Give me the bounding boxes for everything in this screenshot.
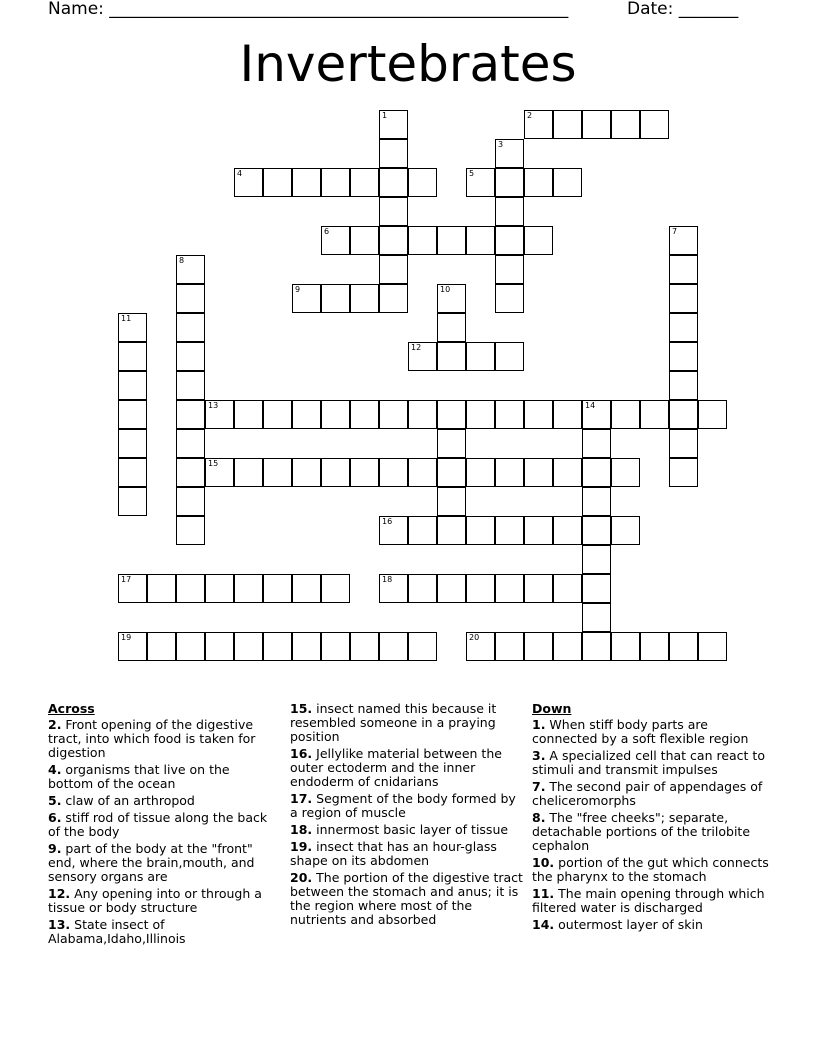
clue-item: [532, 749, 772, 777]
clue-item: [48, 918, 274, 946]
crossword-cell[interactable]: [118, 371, 147, 400]
clue-item-number: 6.: [48, 810, 62, 825]
crossword-cell[interactable]: [176, 371, 205, 400]
crossword-cell[interactable]: [118, 632, 147, 661]
clue-item: [48, 842, 274, 884]
crossword-cell[interactable]: [640, 110, 669, 139]
clue-item: [532, 856, 772, 884]
clue-item: [290, 747, 526, 789]
crossword-cell[interactable]: [611, 400, 640, 429]
crossword-cell[interactable]: [495, 342, 524, 371]
crossword-cell[interactable]: [176, 458, 205, 487]
crossword-cell[interactable]: [263, 458, 292, 487]
crossword-cell[interactable]: [321, 632, 350, 661]
crossword-cell[interactable]: [466, 632, 495, 661]
crossword-cell[interactable]: [176, 632, 205, 661]
crossword-cell[interactable]: [408, 168, 437, 197]
clue-item: [290, 702, 526, 744]
crossword-cell[interactable]: [553, 458, 582, 487]
crossword-cell[interactable]: [321, 400, 350, 429]
crossword-cell[interactable]: [263, 168, 292, 197]
crossword-cell[interactable]: [350, 168, 379, 197]
clue-item-number: 10.: [532, 855, 555, 870]
clue-number: 8: [179, 256, 185, 265]
crossword-cell[interactable]: [292, 284, 321, 313]
crossword-cell[interactable]: [669, 632, 698, 661]
crossword-cell[interactable]: [495, 400, 524, 429]
crossword-cell[interactable]: [582, 487, 611, 516]
crossword-cell[interactable]: [321, 458, 350, 487]
clue-item-text: stiff rod of tissue along the back of the body: [48, 810, 268, 839]
clue-number: 13: [208, 401, 219, 410]
crossword-cell[interactable]: [582, 429, 611, 458]
crossword-cell[interactable]: [234, 458, 263, 487]
across-heading: Across: [48, 701, 95, 716]
crossword-cell[interactable]: [118, 342, 147, 371]
clue-item-text: claw of an arthropod: [61, 793, 195, 808]
crossword-cell[interactable]: [553, 110, 582, 139]
clue-item: [48, 718, 274, 760]
down-heading: Down: [532, 701, 572, 716]
clue-number: 9: [295, 285, 301, 294]
crossword-cell[interactable]: [205, 458, 234, 487]
crossword-cell[interactable]: [408, 574, 437, 603]
crossword-cell[interactable]: [495, 458, 524, 487]
crossword-cell[interactable]: [611, 110, 640, 139]
clue-item: [532, 887, 772, 915]
clue-item-number: 8.: [532, 810, 546, 825]
crossword-cell[interactable]: [553, 516, 582, 545]
clue-item-number: 17.: [290, 791, 313, 806]
crossword-cell[interactable]: [292, 458, 321, 487]
crossword-cell[interactable]: [466, 342, 495, 371]
clue-number: 11: [121, 314, 132, 323]
crossword-cell[interactable]: [495, 139, 524, 168]
clue-item-number: 18.: [290, 822, 313, 837]
crossword-cell[interactable]: [524, 632, 553, 661]
crossword-cell[interactable]: [350, 284, 379, 313]
crossword-cell[interactable]: [495, 284, 524, 313]
clue-item: [532, 918, 772, 932]
across-clues-column-2: [290, 702, 526, 930]
clue-item-number: 5.: [48, 793, 62, 808]
clue-item: [532, 811, 772, 853]
page-title: Invertebrates: [239, 35, 577, 93]
clue-number: 20: [469, 633, 480, 642]
crossword-cell[interactable]: [379, 574, 408, 603]
clue-item-text: insect that has an hour-glass shape on its abdomen: [290, 839, 497, 868]
crossword-cell[interactable]: [408, 342, 437, 371]
crossword-cell[interactable]: [495, 226, 524, 255]
crossword-cell[interactable]: [611, 516, 640, 545]
clue-number: 16: [382, 517, 393, 526]
crossword-cell[interactable]: [350, 632, 379, 661]
clue-item-number: 19.: [290, 839, 313, 854]
clue-item-text: Any opening into or through a tissue or body structure: [48, 886, 262, 915]
crossword-cell[interactable]: [379, 168, 408, 197]
crossword-cell[interactable]: [205, 632, 234, 661]
crossword-cell[interactable]: [524, 168, 553, 197]
crossword-cell[interactable]: [379, 139, 408, 168]
crossword-cell[interactable]: [379, 110, 408, 139]
crossword-cell[interactable]: [408, 226, 437, 255]
down-clues-column: [532, 702, 772, 935]
crossword-cell[interactable]: [408, 632, 437, 661]
crossword-cell[interactable]: [118, 487, 147, 516]
crossword-cell[interactable]: [611, 632, 640, 661]
clue-item-text: insect named this because it resembled someone in a praying position: [290, 701, 497, 744]
crossword-cell[interactable]: [234, 168, 263, 197]
clue-number: 12: [411, 343, 422, 352]
crossword-cell[interactable]: [147, 574, 176, 603]
crossword-cell[interactable]: [292, 400, 321, 429]
clue-item-number: 20.: [290, 870, 313, 885]
crossword-cell[interactable]: [495, 516, 524, 545]
crossword-cell[interactable]: [640, 632, 669, 661]
clue-item-text: The main opening through which filtered water is discharged: [532, 886, 765, 915]
crossword-cell[interactable]: [176, 284, 205, 313]
crossword-cell[interactable]: [466, 400, 495, 429]
clue-item-number: 14.: [532, 917, 555, 932]
clue-number: 10: [440, 285, 451, 294]
clue-item-number: 1.: [532, 717, 546, 732]
clue-item-number: 16.: [290, 746, 313, 761]
crossword-cell[interactable]: [524, 516, 553, 545]
clue-item-text: The "free cheeks"; separate, detachable portions of the trilobite cephalon: [532, 810, 751, 853]
crossword-cell[interactable]: [234, 400, 263, 429]
crossword-cell[interactable]: [350, 400, 379, 429]
crossword-cell[interactable]: [437, 284, 466, 313]
clue-item-text: Front opening of the digestive tract, into which food is taken for digestion: [48, 717, 256, 760]
clue-item-number: 9.: [48, 841, 62, 856]
crossword-cell[interactable]: [408, 458, 437, 487]
crossword-cell[interactable]: [669, 284, 698, 313]
crossword-cell[interactable]: [553, 632, 582, 661]
clue-item-text: organisms that live on the bottom of the ocean: [48, 762, 230, 791]
crossword-cell[interactable]: [524, 226, 553, 255]
crossword-cell[interactable]: [321, 226, 350, 255]
crossword-cell[interactable]: [292, 574, 321, 603]
crossword-cell[interactable]: [176, 255, 205, 284]
crossword-cell[interactable]: [176, 574, 205, 603]
clue-item: [532, 780, 772, 808]
crossword-cell[interactable]: [176, 429, 205, 458]
clue-item-number: 12.: [48, 886, 71, 901]
clue-item-text: The second pair of appendages of cheliceromorphs: [532, 779, 763, 808]
crossword-cell[interactable]: [234, 632, 263, 661]
crossword-cell[interactable]: [669, 400, 698, 429]
crossword-cell[interactable]: [524, 400, 553, 429]
clue-number: 3: [498, 140, 504, 149]
clue-item-text: innermost basic layer of tissue: [312, 822, 509, 837]
crossword-cell[interactable]: [669, 226, 698, 255]
crossword-cell[interactable]: [292, 168, 321, 197]
crossword-cell[interactable]: [437, 400, 466, 429]
crossword-cell[interactable]: [379, 255, 408, 284]
clue-item: [290, 823, 526, 837]
crossword-cell[interactable]: [698, 632, 727, 661]
crossword-cell[interactable]: [466, 574, 495, 603]
clue-item-text: A specialized cell that can react to stimuli and transmit impulses: [532, 748, 765, 777]
crossword-cell[interactable]: [118, 400, 147, 429]
crossword-cell[interactable]: [437, 574, 466, 603]
crossword-cell[interactable]: [118, 429, 147, 458]
clue-item-number: 3.: [532, 748, 546, 763]
crossword-cell[interactable]: [147, 632, 176, 661]
crossword-cell[interactable]: [350, 226, 379, 255]
crossword-cell[interactable]: [176, 487, 205, 516]
clue-item-text: Jellylike material between the outer ectoderm and the inner endoderm of cnidarians: [290, 746, 502, 789]
crossword-cell[interactable]: [495, 574, 524, 603]
crossword-cell[interactable]: [408, 516, 437, 545]
crossword-cell[interactable]: [524, 110, 553, 139]
crossword-cell[interactable]: [118, 458, 147, 487]
crossword-cell[interactable]: [379, 284, 408, 313]
crossword-cell[interactable]: [582, 516, 611, 545]
crossword-cell[interactable]: [582, 632, 611, 661]
crossword-cell[interactable]: [582, 110, 611, 139]
clue-number: 19: [121, 633, 132, 642]
crossword-cell[interactable]: [176, 342, 205, 371]
crossword-cell[interactable]: [263, 632, 292, 661]
crossword-cell[interactable]: [437, 516, 466, 545]
crossword-cell[interactable]: [466, 458, 495, 487]
clue-number: 4: [237, 169, 243, 178]
clue-item-number: 4.: [48, 762, 62, 777]
crossword-cell[interactable]: [582, 603, 611, 632]
clue-item: [48, 794, 274, 808]
crossword-cell[interactable]: [466, 226, 495, 255]
crossword-cell[interactable]: [205, 400, 234, 429]
crossword-cell[interactable]: [466, 516, 495, 545]
clue-item-text: outermost layer of skin: [554, 917, 703, 932]
clue-item: [48, 763, 274, 791]
clue-item: [290, 871, 526, 927]
crossword-cell[interactable]: [437, 487, 466, 516]
name-field-label: Name: ______________________________________________________: [48, 0, 569, 19]
crossword-cell[interactable]: [263, 400, 292, 429]
clue-number: 7: [672, 227, 678, 236]
crossword-cell[interactable]: [466, 168, 495, 197]
crossword-cell[interactable]: [669, 342, 698, 371]
crossword-cell[interactable]: [205, 574, 234, 603]
crossword-cell[interactable]: [582, 545, 611, 574]
crossword-cell[interactable]: [495, 168, 524, 197]
crossword-cell[interactable]: [408, 400, 437, 429]
clue-item: [290, 840, 526, 868]
crossword-cell[interactable]: [263, 574, 292, 603]
crossword-cell[interactable]: [379, 226, 408, 255]
clue-number: 5: [469, 169, 475, 178]
crossword-cell[interactable]: [437, 342, 466, 371]
clue-number: 15: [208, 459, 219, 468]
clue-item-number: 15.: [290, 701, 313, 716]
crossword-cell[interactable]: [437, 429, 466, 458]
crossword-cell[interactable]: [582, 458, 611, 487]
crossword-cell[interactable]: [379, 400, 408, 429]
crossword-cell[interactable]: [379, 516, 408, 545]
clue-item: [48, 887, 274, 915]
crossword-cell[interactable]: [524, 574, 553, 603]
crossword-cell[interactable]: [176, 313, 205, 342]
crossword-cell[interactable]: [321, 284, 350, 313]
clue-item-number: 7.: [532, 779, 546, 794]
crossword-cell[interactable]: [379, 197, 408, 226]
crossword-cell[interactable]: [379, 458, 408, 487]
crossword-cell[interactable]: [118, 313, 147, 342]
crossword-cell[interactable]: [176, 516, 205, 545]
crossword-cell[interactable]: [437, 458, 466, 487]
clue-item-text: The portion of the digestive tract between the stomach and anus; it is the region where most of the nutrients and absorbed: [290, 870, 523, 927]
clue-number: 18: [382, 575, 393, 584]
clue-item: [532, 718, 772, 746]
crossword-cell[interactable]: [118, 574, 147, 603]
date-field-label: Date: _______: [627, 0, 739, 19]
crossword-cell[interactable]: [495, 197, 524, 226]
crossword-cell[interactable]: [350, 458, 379, 487]
crossword-cell[interactable]: [495, 255, 524, 284]
clue-item-number: 13.: [48, 917, 71, 932]
clue-number: 6: [324, 227, 330, 236]
clue-item-number: 11.: [532, 886, 555, 901]
crossword-cell[interactable]: [698, 400, 727, 429]
clue-number: 1: [382, 111, 388, 120]
crossword-cell[interactable]: [553, 400, 582, 429]
crossword-cell[interactable]: [611, 458, 640, 487]
clue-item-text: Segment of the body formed by a region of muscle: [290, 791, 516, 820]
crossword-cell[interactable]: [437, 313, 466, 342]
crossword-cell[interactable]: [582, 574, 611, 603]
crossword-cell[interactable]: [437, 226, 466, 255]
crossword-cell[interactable]: [176, 400, 205, 429]
crossword-cell[interactable]: [669, 371, 698, 400]
clue-number: 14: [585, 401, 596, 410]
clue-item-number: 2.: [48, 717, 62, 732]
crossword-cell[interactable]: [553, 574, 582, 603]
crossword-cell[interactable]: [669, 255, 698, 284]
across-clues-column-1: [48, 702, 274, 949]
clue-item-text: part of the body at the "front" end, where the brain,mouth, and sensory organs are: [48, 841, 255, 884]
clue-item: [290, 792, 526, 820]
crossword-cell[interactable]: [524, 458, 553, 487]
clue-number: 17: [121, 575, 132, 584]
crossword-cell[interactable]: [495, 632, 524, 661]
crossword-cell[interactable]: [669, 429, 698, 458]
crossword-cell[interactable]: [640, 400, 669, 429]
crossword-cell[interactable]: [669, 313, 698, 342]
crossword-cell[interactable]: [234, 574, 263, 603]
clue-number: 2: [527, 111, 533, 120]
crossword-cell[interactable]: [669, 458, 698, 487]
crossword-cell[interactable]: [321, 574, 350, 603]
crossword-cell[interactable]: [553, 168, 582, 197]
clue-item: [48, 811, 274, 839]
clue-item-text: When stiff body parts are connected by a soft flexible region: [532, 717, 749, 746]
crossword-cell[interactable]: [582, 400, 611, 429]
crossword-cell[interactable]: [292, 632, 321, 661]
crossword-cell[interactable]: [321, 168, 350, 197]
clue-item-text: portion of the gut which connects the pharynx to the stomach: [532, 855, 769, 884]
clue-item-text: State insect of Alabama,Idaho,Illinois: [48, 917, 186, 946]
crossword-cell[interactable]: [379, 632, 408, 661]
